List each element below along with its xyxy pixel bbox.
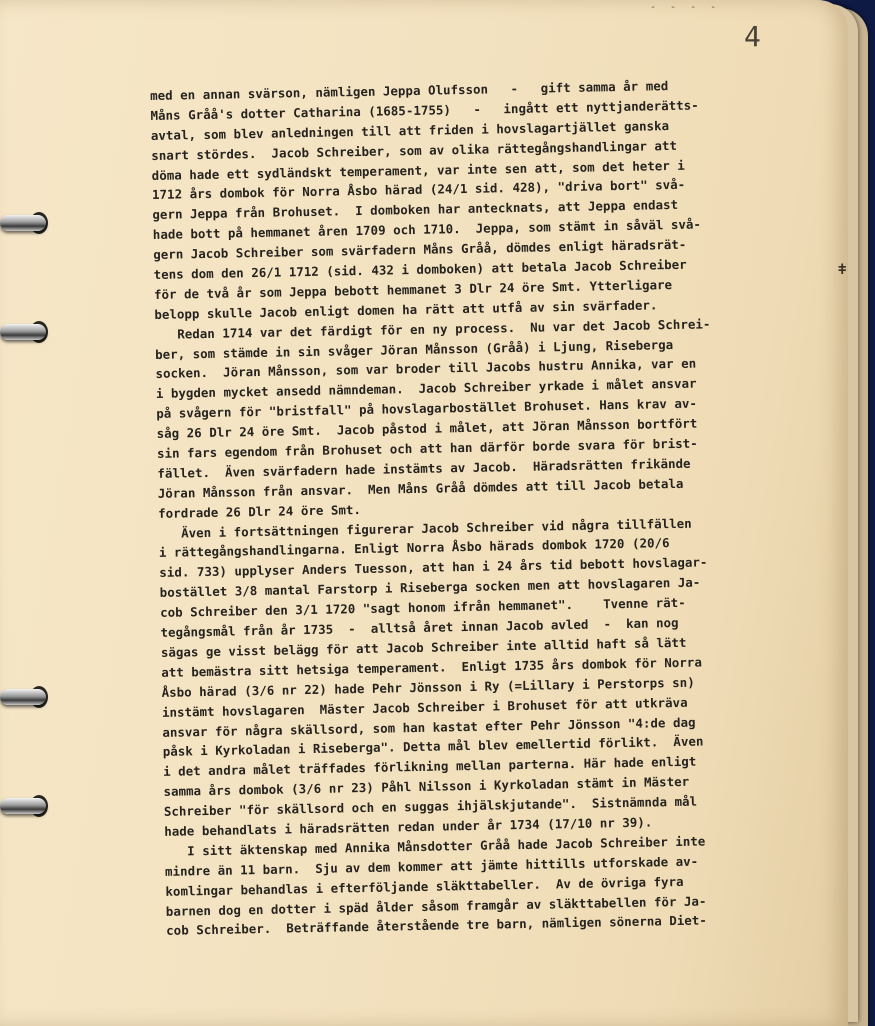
- text-line: hade bott på hemmanet åren 1709 och 1710. Jeppa, som stämt in såväl svå-: [152, 216, 702, 243]
- text-line: i det andra målet träffades förlikning mellan parterna. Här hade enligt: [163, 753, 697, 780]
- text-line: belopp skulle Jacob enligt domen ha rätt att utfå av sin svärfader.: [154, 297, 658, 322]
- text-line: Även i fortsättningen figurerar Jacob Schreiber vid några tillfällen: [158, 515, 692, 541]
- text-line: mindre än 11 barn. Sju av dem kommer att jämte hittills utforskade av-: [164, 853, 699, 879]
- text-line: att bemästra sitt hetsiga temperament. Enligt 1735 års dombok för Norra: [161, 654, 703, 680]
- binder-ring-icon: [0, 689, 46, 705]
- text-line: med en annan svärson, nämligen Jeppa Olufsson - gift samma år med: [150, 78, 669, 103]
- text-line: döma hade ett sydländskt temperament, var inte sen att, som det heter i: [151, 157, 685, 183]
- text-line: sin fars egendom från Brohuset och att han därför borde svara för brist-: [156, 435, 698, 461]
- text-line: Måns Gråå's dotter Catharina (1685-1755) - ingått ett nyttjanderätts-: [150, 97, 699, 123]
- text-line: gern Jacob Schreiber som svärfadern Måns Gråå, dömdes enligt häradsrät-: [153, 236, 687, 263]
- text-line: Redan 1714 var det färdigt för en ny process. Nu var det Jacob Schrei-: [154, 315, 711, 342]
- text-line: Schreiber "för skällsord och en suggas ihjälskjutande". Sistnämnda mål: [163, 793, 698, 819]
- text-line: Åsbo härad (3/6 nr 22) hade Pehr Jönsson i Ry (=Lillary i Perstorps sn): [161, 674, 695, 700]
- text-line: gern Jeppa från Brohuset. I domboken har antecknats, att Jeppa endast: [152, 197, 679, 223]
- text-line: tegångsmål från år 1735 - alltså året innan Jacob avled - kan nog: [160, 614, 679, 640]
- text-line: bostället 3/8 mantal Farstorp i Riseberga socken men att hovslagaren Ja-: [159, 574, 701, 601]
- text-line: i bygden mycket ansedd nämndeman. Jacob Schreiber yrkade i målet ansvar: [155, 375, 697, 402]
- text-line: ansvar för några skällsord, som han kastat efter Pehr Jönsson "4:de dag: [162, 714, 696, 740]
- text-line: cob Schreiber den 3/1 1720 "sagt honom ifrån hemmanet". Tvenne rät-: [159, 594, 686, 621]
- text-line: I sitt äktenskap med Annika Månsdotter Gråå hade Jacob Schreiber inte: [164, 833, 706, 859]
- text-line: fordrade 26 Dlr 24 öre Smt.: [158, 501, 362, 521]
- text-line: i rättegångshandlingarna. Enligt Norra Åsbo härads dombok 1720 (20/6: [158, 535, 670, 561]
- margin-mark: ǂ: [838, 262, 847, 278]
- text-line: snart stördes. Jacob Schreiber, som av olika rättegångshandlingar att: [151, 137, 678, 163]
- binder-ring-icon: [0, 324, 46, 340]
- typewritten-text: [150, 73, 846, 941]
- text-line: socken. Jöran Månsson, som var broder till Jacobs hustru Annika, var en: [155, 356, 697, 382]
- text-line: hade behandlats i häradsrätten redan under år 1734 (17/10 nr 39).: [164, 814, 653, 839]
- text-line: komlingar behandlas i efterföljande släkttabeller. Av de övriga fyra: [165, 873, 684, 899]
- page-number: 4: [744, 20, 761, 53]
- binder-ring-icon: [0, 798, 46, 814]
- text-line: barnen dog en dotter i späd ålder såsom framgår av släkttabellen för Ja-: [165, 892, 707, 919]
- text-line: såg 26 Dlr 24 öre Smt. Jacob påstod i målet, att Jöran Månsson bortfört: [156, 415, 698, 442]
- text-line: fället. Även svärfadern hade instämts av Jacob. Häradsrätten frikände: [157, 455, 691, 481]
- text-line: 1712 års dombok för Norra Åsbo härad (24/1 sid. 428), "driva bort" svå-: [151, 177, 686, 203]
- top-marks: - - - -: [650, 2, 721, 13]
- text-line: på svågern för "bristfall" på hovslagarbostället Brohuset. Hans krav av-: [156, 395, 698, 422]
- text-line: cob Schreiber. Beträffande återstående tre barn, nämligen sönerna Diet-: [166, 912, 707, 939]
- text-line: sägas ge visst belägg för att Jacob Schreiber inte alltid haft så lätt: [160, 634, 687, 660]
- text-line: sid. 733) upplyser Anders Tuesson, att han i 24 års tid bebott hovslagar-: [159, 554, 708, 581]
- text-line: Jöran Månsson från ansvar. Men Måns Gråå dömdes att till Jacob betala: [157, 475, 684, 501]
- text-line: avtal, som blev anledningen till att friden i hovslagartjället ganska: [150, 117, 670, 143]
- text-line: tens dom den 26/1 1712 (sid. 432 i domboken) att betala Jacob Schreiber: [153, 256, 687, 282]
- text-line: samma års dombok (3/6 nr 23) Påhl Nilsson i Kyrkoladan stämt in Mäster: [163, 773, 690, 800]
- binder-ring-icon: [0, 215, 46, 231]
- text-line: påsk i Kyrkoladan i Riseberga". Detta mål blev emellertid förlikt. Även: [162, 733, 704, 760]
- text-line: instämt hovslagaren Mäster Jacob Schreiber i Brohuset för att utkräva: [161, 694, 688, 720]
- text-line: ber, som stämde in sin svåger Jöran Månsson (Gråå) i Ljung, Riseberga: [155, 336, 674, 362]
- text-line: för de två år som Jeppa bebott hemmanet 3 Dlr 24 öre Smt. Ytterligare: [153, 276, 673, 302]
